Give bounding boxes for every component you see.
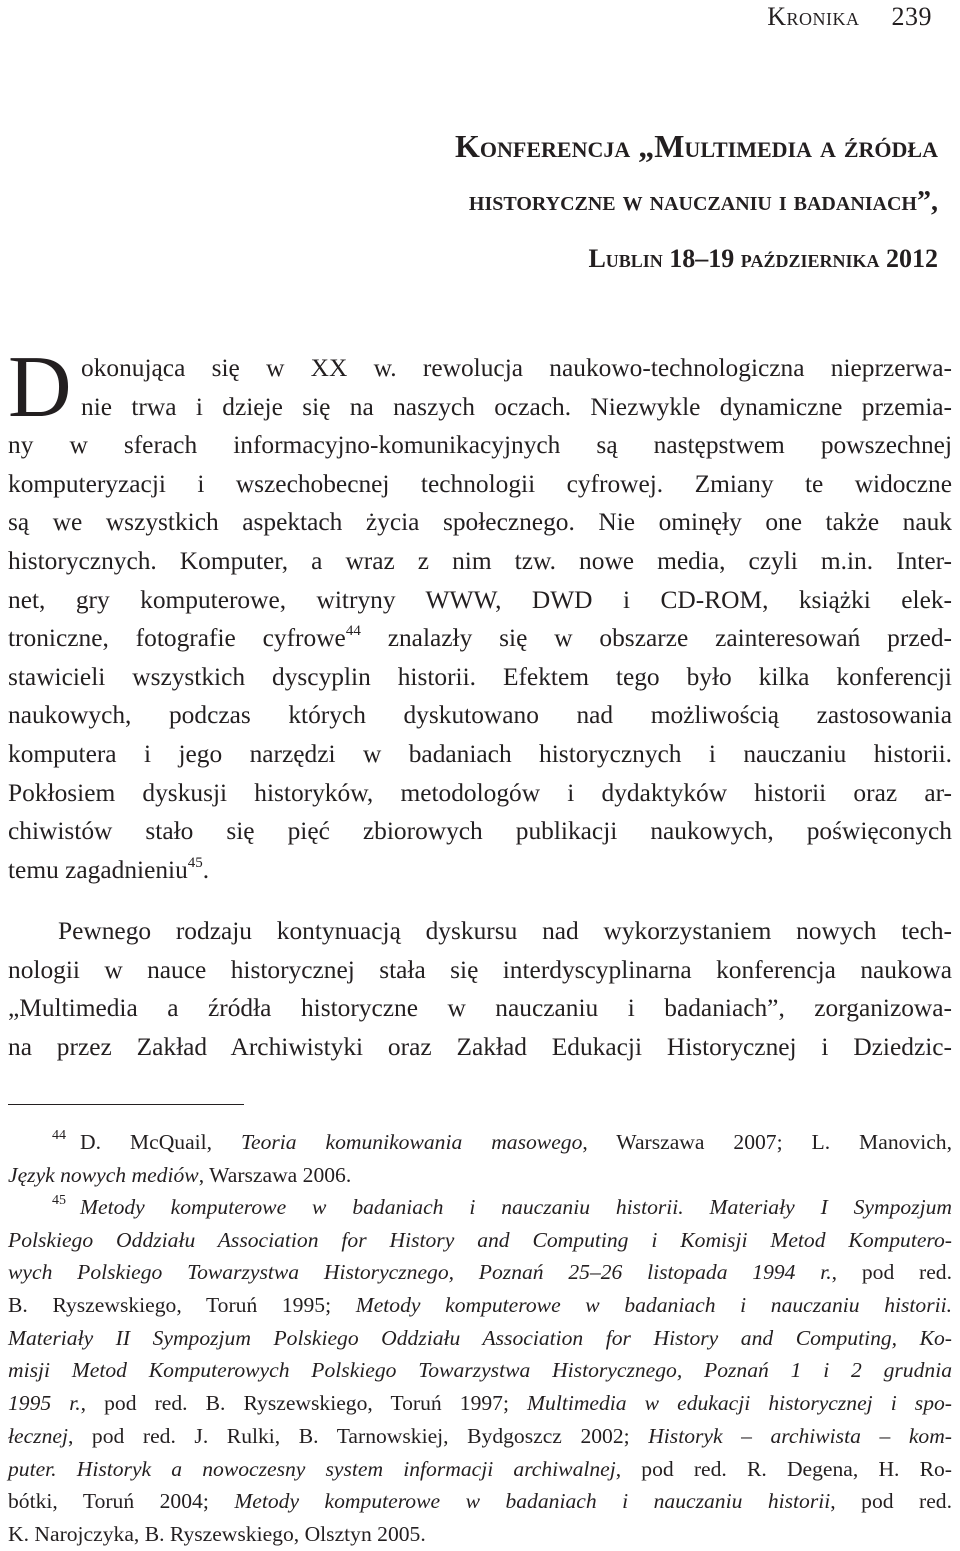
footnote-line xyxy=(8,1354,952,1387)
body-line xyxy=(8,619,952,658)
body-text: . xyxy=(202,855,210,884)
footnote-line: K. Narojczyka, B. Ryszewskiego, Olsztyn 2005. xyxy=(8,1521,426,1546)
footnote-text: , pod red. B. Ryszewskiego, Toruń 1997; xyxy=(80,1391,528,1416)
footnote-title: Teoria komunikowania masowego xyxy=(241,1130,583,1154)
footnote-text: D. McQuail, xyxy=(80,1130,241,1154)
body-line: na przez Zakład Archiwistyki oraz Zakład Edukacji Historycznej i Dziedzic- xyxy=(8,1032,952,1061)
body-line: okonująca się w XX w. rewolucja naukowo-technologiczna nieprzerwa- xyxy=(81,354,952,382)
body-line: Pokłosiem dyskusji historyków, metodologów i dydaktyków historii oraz ar- xyxy=(8,778,952,807)
footnote-45 xyxy=(8,1191,952,1551)
footnote-number: 44 xyxy=(52,1128,66,1143)
footnote-line xyxy=(8,1191,952,1224)
body-line: nologii w nauce historycznej stała się interdyscyplinarna konferencja naukowa xyxy=(8,955,952,984)
body-line: „Multimedia a źródła historyczne w nauczaniu i badaniach”, zorganizowa- xyxy=(8,994,952,1023)
body-line xyxy=(8,851,952,890)
body-line: stawicieli wszystkich dyscyplin historii. Efektem tego było kilka konferencji xyxy=(8,662,952,691)
body-line: Pewnego rodzaju kontynuacją dyskursu nad wykorzystaniem nowych tech- xyxy=(58,917,952,945)
body-line: chiwistów stało się pięć zbiorowych publikacji naukowych, poświęconych xyxy=(8,817,952,846)
page-number: 239 xyxy=(891,2,932,31)
footnote-ref-44[interactable]: 44 xyxy=(345,623,361,640)
body-line: naukowych, podczas których dyskutowano nad możliwością zastosowania xyxy=(8,701,952,730)
footnote-line xyxy=(8,1322,952,1355)
running-header xyxy=(767,2,932,32)
footnote-title: Polskiego Oddziału Association for History and Computing i Komisji Metod Komputero- xyxy=(8,1227,952,1252)
footnote-title: Metody komputerowe w badaniach i nauczaniu historii. xyxy=(355,1293,952,1318)
footnote-text: , Warszawa 2007; L. Manovich, xyxy=(582,1130,952,1154)
footnote-text: bótki, Toruń 2004; xyxy=(8,1489,235,1514)
body-text: znalazły się w obszarze zainteresowań przed- xyxy=(387,624,953,653)
footnote-line xyxy=(8,1453,952,1486)
article-title-line-2: historyczne w nauczaniu i badaniach”, xyxy=(468,186,938,217)
article-title-line-1: Konferencja „Multimedia a źródła xyxy=(455,128,938,164)
body-line: net, gry komputerowe, witryny WWW, DWD i CD-ROM, książki elek- xyxy=(8,585,952,614)
footnote-title: misji Metod Komputerowych Polskiego Towarzystwa Historycznego, Poznań 1 i 2 grudnia xyxy=(8,1358,952,1383)
footnote-line xyxy=(8,1485,952,1518)
footnote-title: Multimedia w edukacji historycznej i spo- xyxy=(527,1391,952,1416)
article-subtitle-date: Lublin 18–19 października 2012 xyxy=(588,244,938,273)
body-line: komputera i jego narzędzi w badaniach historycznych i nauczaniu historii. xyxy=(8,739,952,768)
footnote-line xyxy=(8,1159,952,1192)
footnote-text: , pod red. xyxy=(830,1489,952,1514)
footnote-title: Historyk – archiwista – kom- xyxy=(648,1423,952,1448)
footnote-line xyxy=(8,1387,952,1420)
body-line: historycznych. Komputer, a wraz z nim tzw. nowe media, czyli m.in. Inter- xyxy=(8,546,952,575)
footnote-title: Metody komputerowe w badaniach i nauczaniu historii. Materiały I Sympozjum xyxy=(80,1195,952,1219)
drop-cap: D xyxy=(8,339,72,436)
footnote-44 xyxy=(8,1126,952,1191)
footnote-text: , Warszawa 2006. xyxy=(198,1162,352,1187)
running-header-section: Kronika xyxy=(767,2,860,31)
body-text: troniczne, fotografie cyfrowe xyxy=(8,624,346,653)
footnote-title: Metody komputerowe w badaniach i nauczaniu historii xyxy=(234,1489,831,1514)
footnote-title: 1995 r. xyxy=(8,1391,81,1416)
footnote-separator xyxy=(8,1104,244,1105)
footnote-line xyxy=(8,1256,952,1289)
footnote-line xyxy=(8,1289,952,1322)
body-paragraph-2 xyxy=(8,912,952,1066)
body-text: temu zagadnieniu xyxy=(8,855,188,884)
footnote-line xyxy=(8,1126,952,1159)
footnote-ref-45[interactable]: 45 xyxy=(187,854,203,871)
footnote-line xyxy=(8,1420,952,1453)
body-line: nie trwa i dzieje się na naszych oczach. Niezwykle dynamiczne przemia- xyxy=(81,392,952,421)
body-line: są we wszystkich aspektach życia społecznego. Nie ominęły one także nauk xyxy=(8,508,952,537)
footnote-title: puter. Historyk a nowoczesny system informacji archiwalnej xyxy=(8,1456,616,1481)
footnote-title: łecznej xyxy=(8,1423,68,1448)
footnote-number: 45 xyxy=(52,1193,66,1208)
body-line: ny w sferach informacyjno-komunikacyjnych są następstwem powszechnej xyxy=(8,431,952,460)
footnote-text: , pod red. R. Degena, H. Ro- xyxy=(615,1456,952,1481)
footnote-text: , pod red. J. Rulki, B. Tarnowskiej, Bydgoszcz 2002; xyxy=(67,1423,649,1448)
body-paragraph-1 xyxy=(8,339,953,889)
footnote-title: Język nowych mediów xyxy=(8,1162,199,1187)
footnote-text: , pod red. xyxy=(831,1260,952,1285)
footnote-text: B. Ryszewskiego, Toruń 1995; xyxy=(8,1293,356,1318)
footnote-title: wych Polskiego Towarzystwa Historycznego, Poznań 25–26 listopada 1994 r. xyxy=(8,1260,832,1285)
footnote-line xyxy=(8,1224,952,1257)
body-line: komputeryzacji i wszechobecnej technologii cyfrowej. Zmiany te widoczne xyxy=(8,469,952,498)
footnote-title: Materiały II Sympozjum Polskiego Oddziału Association for History and Computing, Ko- xyxy=(8,1325,952,1350)
